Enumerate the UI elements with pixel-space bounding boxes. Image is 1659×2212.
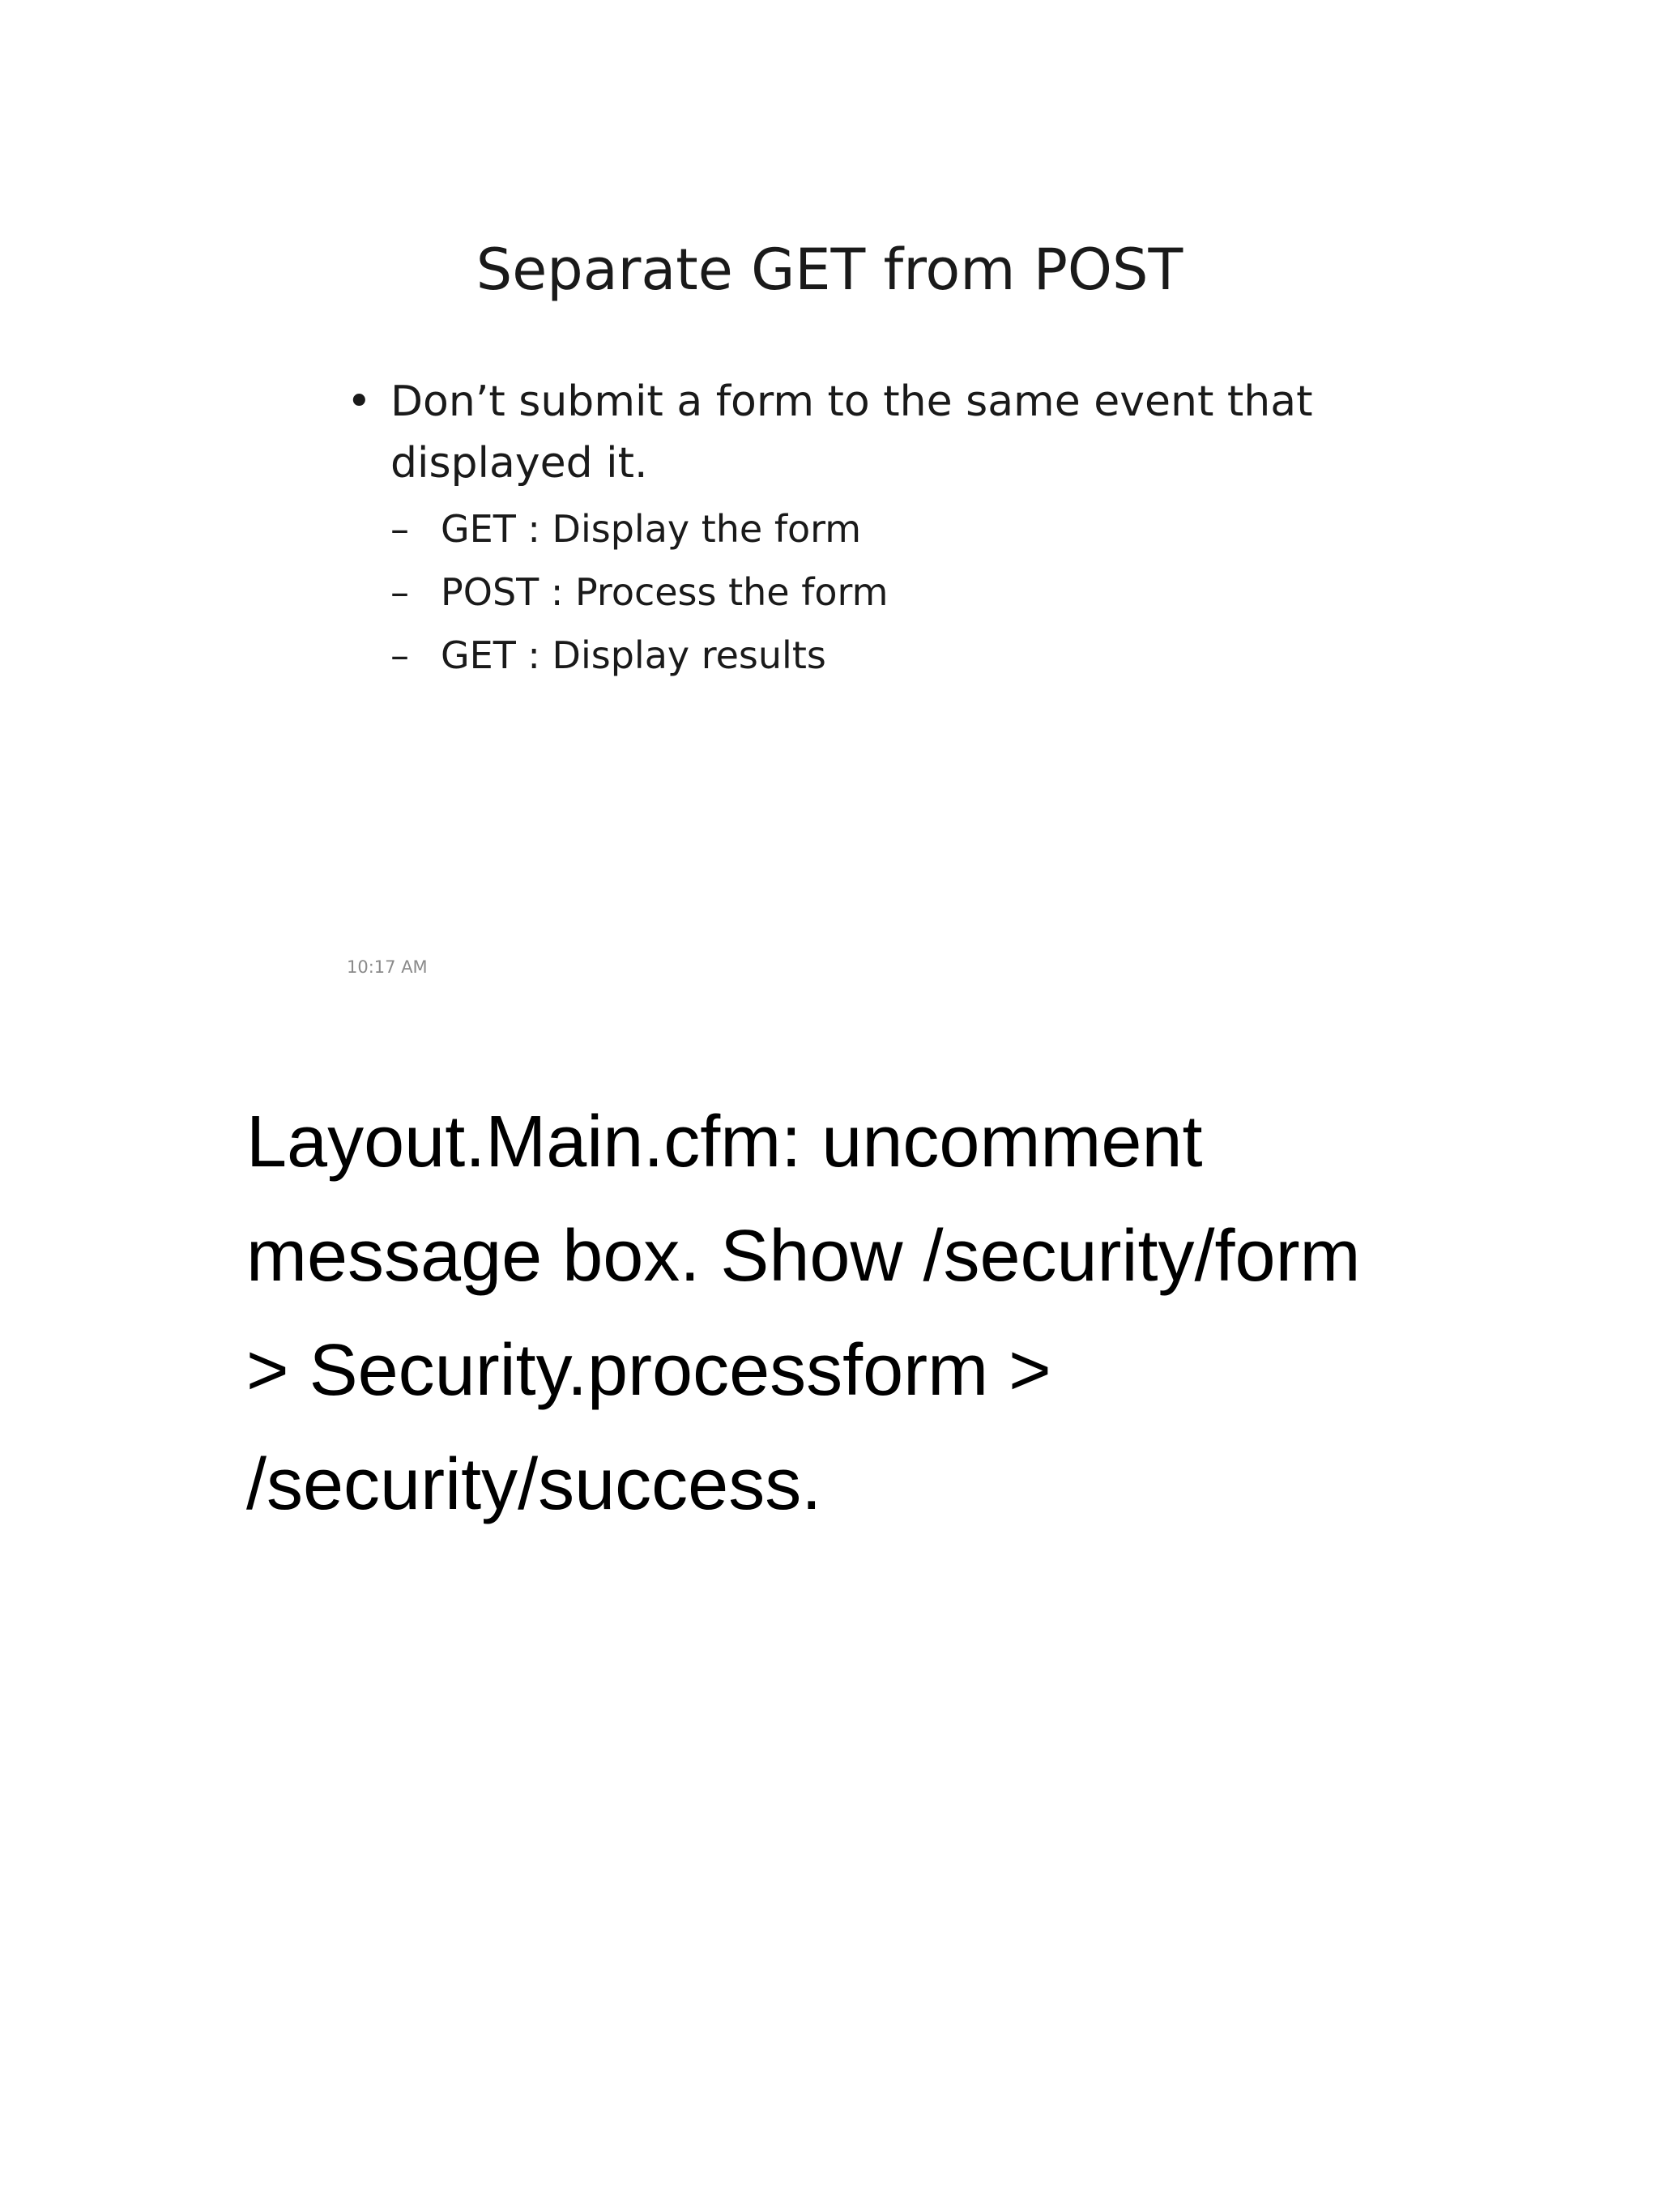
sub-bullet-item (390, 497, 1393, 560)
slide-title: Separate GET from POST (476, 237, 1183, 303)
sub-bullet-text: POST : Process the form (441, 570, 889, 614)
bullet-list (340, 371, 1393, 687)
notes-line: message box. Show /security/form (246, 1216, 1361, 1297)
bullet-text-line: displayed it. (390, 439, 648, 488)
sub-bullet-list (390, 497, 1393, 687)
slide-timestamp: 10:17 AM (347, 957, 428, 977)
sub-bullet-text: GET : Display results (441, 633, 826, 677)
slide-image (0, 0, 1659, 1021)
sub-bullet-item (390, 560, 1393, 624)
bullet-text-line: Don’t submit a form to the same event that (390, 377, 1313, 426)
sub-bullet-text: GET : Display the form (441, 507, 862, 551)
sub-bullet-marker: – (390, 633, 409, 677)
sub-bullet-marker: – (390, 507, 409, 551)
notes-line: Layout.Main.cfm: uncomment (246, 1102, 1203, 1183)
bullet-item (340, 371, 1393, 687)
sub-bullet-item (390, 624, 1393, 687)
notes-line: /security/success. (246, 1444, 822, 1525)
bullet-marker: • (347, 377, 372, 426)
speaker-notes (246, 1085, 1542, 1542)
notes-line: > Security.processform > (246, 1330, 1051, 1411)
sub-bullet-marker: – (390, 570, 409, 614)
